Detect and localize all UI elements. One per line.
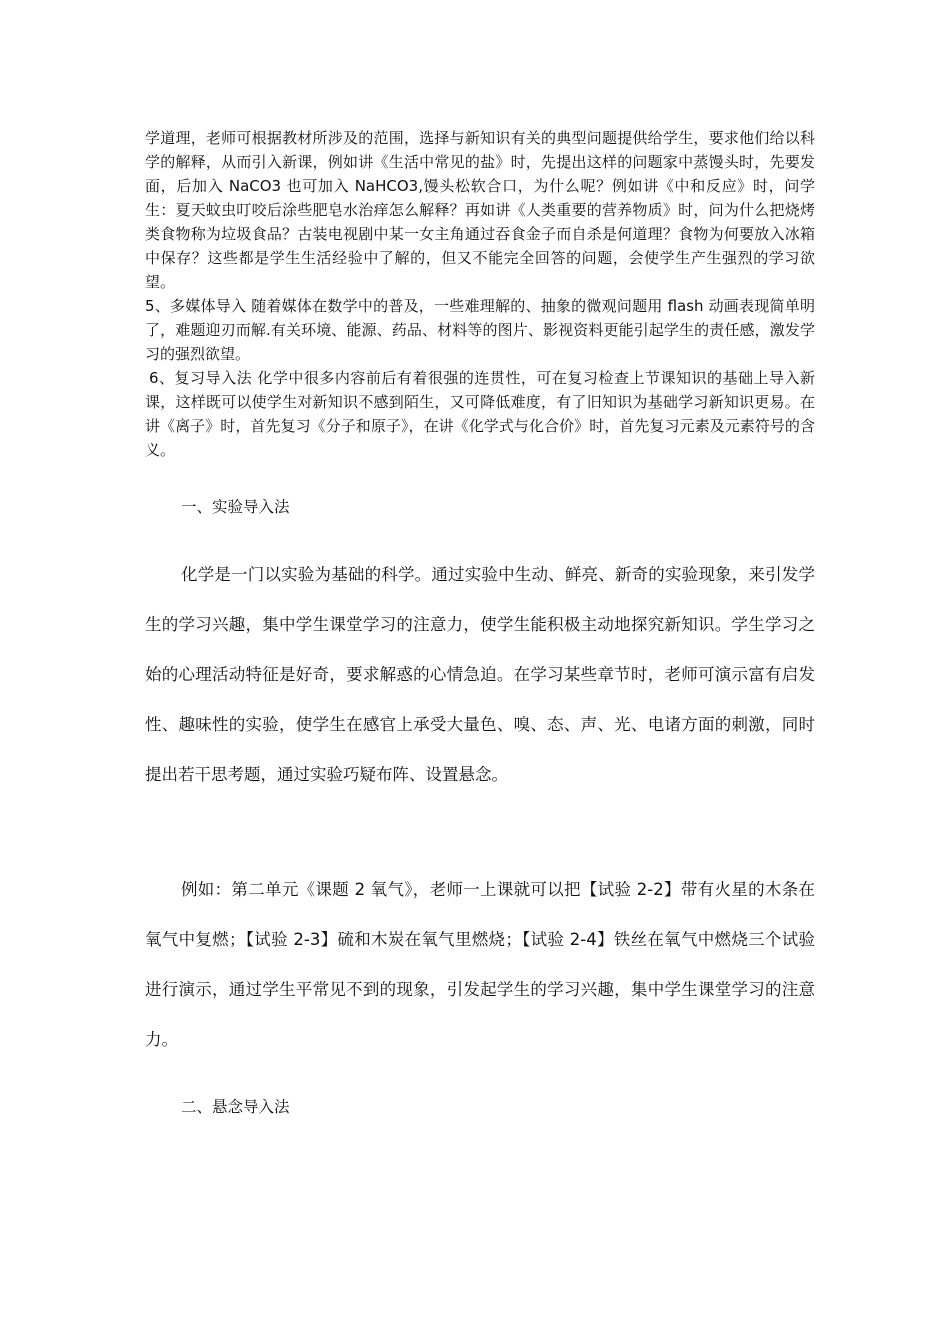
paragraph-life-examples: 学道理，老师可根据教材所涉及的范围，选择与新知识有关的典型问题提供给学生，要求他们给以科学的解释，从而引入新课，例如讲《生活中常见的盐》时，先提出这样的问题家中蒸馒头时，先要发面，后加入 NaCO3 也可加入 NaHCO3,馒头松软合口，为什么呢？例如讲《中和反应》时，问学生：夏天蚊虫叮咬后涂些肥皂水治痒怎么解释？再如讲《人类重要的营养物质》时，问为什么把烧烤类食物称为垃圾食品？古装电视剧中某一女主角通过吞食金子而自杀是何道理？食物为何要放入冰箱中保存？这些都是学生生活经验中了解的，但又不能完全回答的问题，会使学生产生强烈的学习欲望。	[145, 129, 815, 291]
paragraph-multimedia-intro: 5、多媒体导入 随着媒体在数学中的普及，一些难理解的、抽象的微观问题用 flash 动画表现简单明了，难题迎刃而解.有关环境、能源、药品、材料等的图片、影视资料更能引起学生的责任感，激发学习的强烈欲望。	[145, 297, 815, 363]
section-heading-suspense: 二、悬念导入法	[181, 1098, 290, 1116]
paragraph-experiment-example: 例如：第二单元《课题 2 氧气》，老师一上课就可以把【试验 2-2】带有火星的木条在氧气中复燃；【试验 2-3】硫和木炭在氧气里燃烧；【试验 2-4】铁丝在氧气中燃烧三个试验进行演示，通过学生平常见不到的现象，引发起学生的学习兴趣，集中学生课堂学习的注意力。	[145, 880, 815, 1049]
paragraph-experiment-description: 化学是一门以实验为基础的科学。通过实验中生动、鲜亮、新奇的实验现象，来引发学生的学习兴趣，集中学生课堂学习的注意力，使学生能积极主动地探究新知识。学生学习之始的心理活动特征是好奇，要求解惑的心情急迫。在学习某些章节时，老师可演示富有启发性、趣味性的实验，使学生在感官上承受大量色、嗅、态、声、光、电诸方面的刺激，同时提出若干思考题，通过实验巧疑布阵、设置悬念。	[145, 565, 815, 784]
section-heading-experiment: 一、实验导入法	[181, 498, 290, 516]
dense-text-block	[145, 126, 815, 462]
paragraph-review-intro: 6、复习导入法 化学中很多内容前后有着很强的连贯性，可在复习检查上节课知识的基础上导入新课，这样既可以使学生对新知识不感到陌生，又可降低难度，有了旧知识为基础学习新知识更易。在讲《离子》时，首先复习《分子和原子》，在讲《化学式与化合价》时，首先复习元素及元素符号的含义。	[145, 369, 815, 459]
